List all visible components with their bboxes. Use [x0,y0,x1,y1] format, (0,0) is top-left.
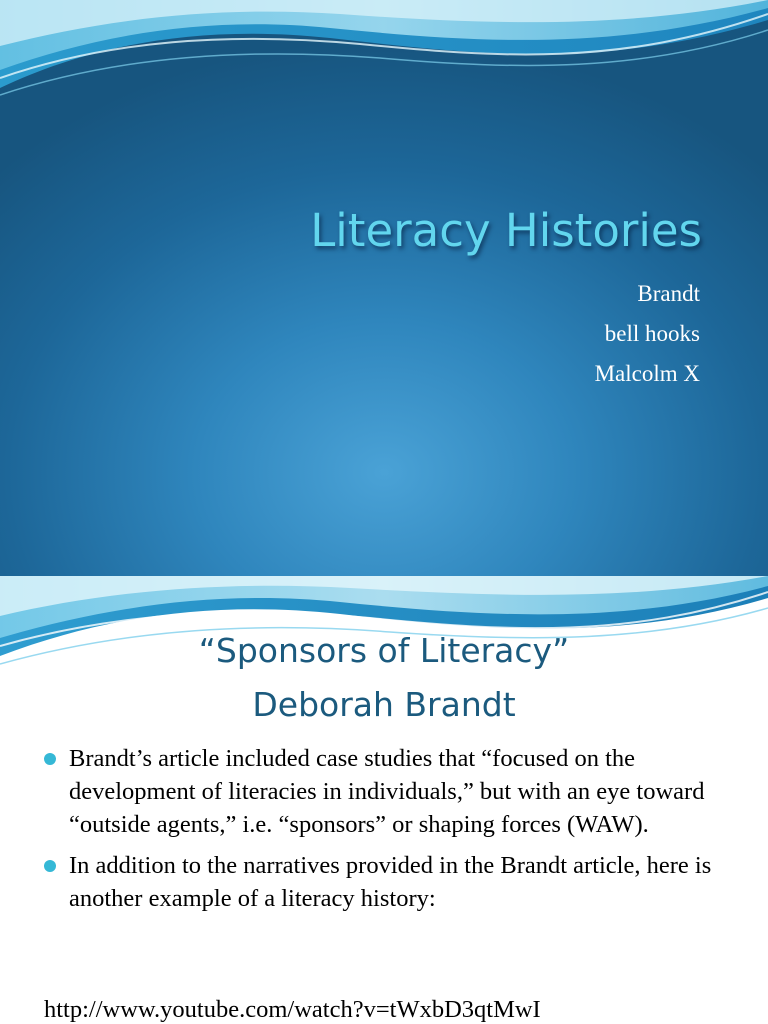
bullet-list [44,742,724,923]
bullet-text: In addition to the narratives provided in the Brandt article, here is another example of a literacy history: [69,852,712,912]
bullet-dot-icon [44,753,56,765]
subtitle-item: bell hooks [604,321,700,346]
slide-title-line: “Sponsors of Literacy” [198,631,570,670]
bullet-text: Brandt’s article included case studies that “focused on the development of literacies in individuals,” but with an eye toward “outside agents,” i.e. “sponsors” or shaping forces (WAW). [69,745,705,838]
slide-title [0,624,768,732]
list-item [44,742,724,841]
decorative-wave-banner [0,0,768,110]
video-link[interactable]: http://www.youtube.com/watch?v=tWxbD3qtMwI [44,996,541,1023]
slide-title-line: Deborah Brandt [252,685,516,724]
list-item [44,849,724,915]
subtitle-item: Malcolm X [594,361,700,386]
subtitle-list [595,274,700,394]
slide-title: Literacy Histories [310,204,702,257]
content-slide [0,576,768,1024]
bullet-dot-icon [44,860,56,872]
subtitle-item: Brandt [637,281,700,306]
